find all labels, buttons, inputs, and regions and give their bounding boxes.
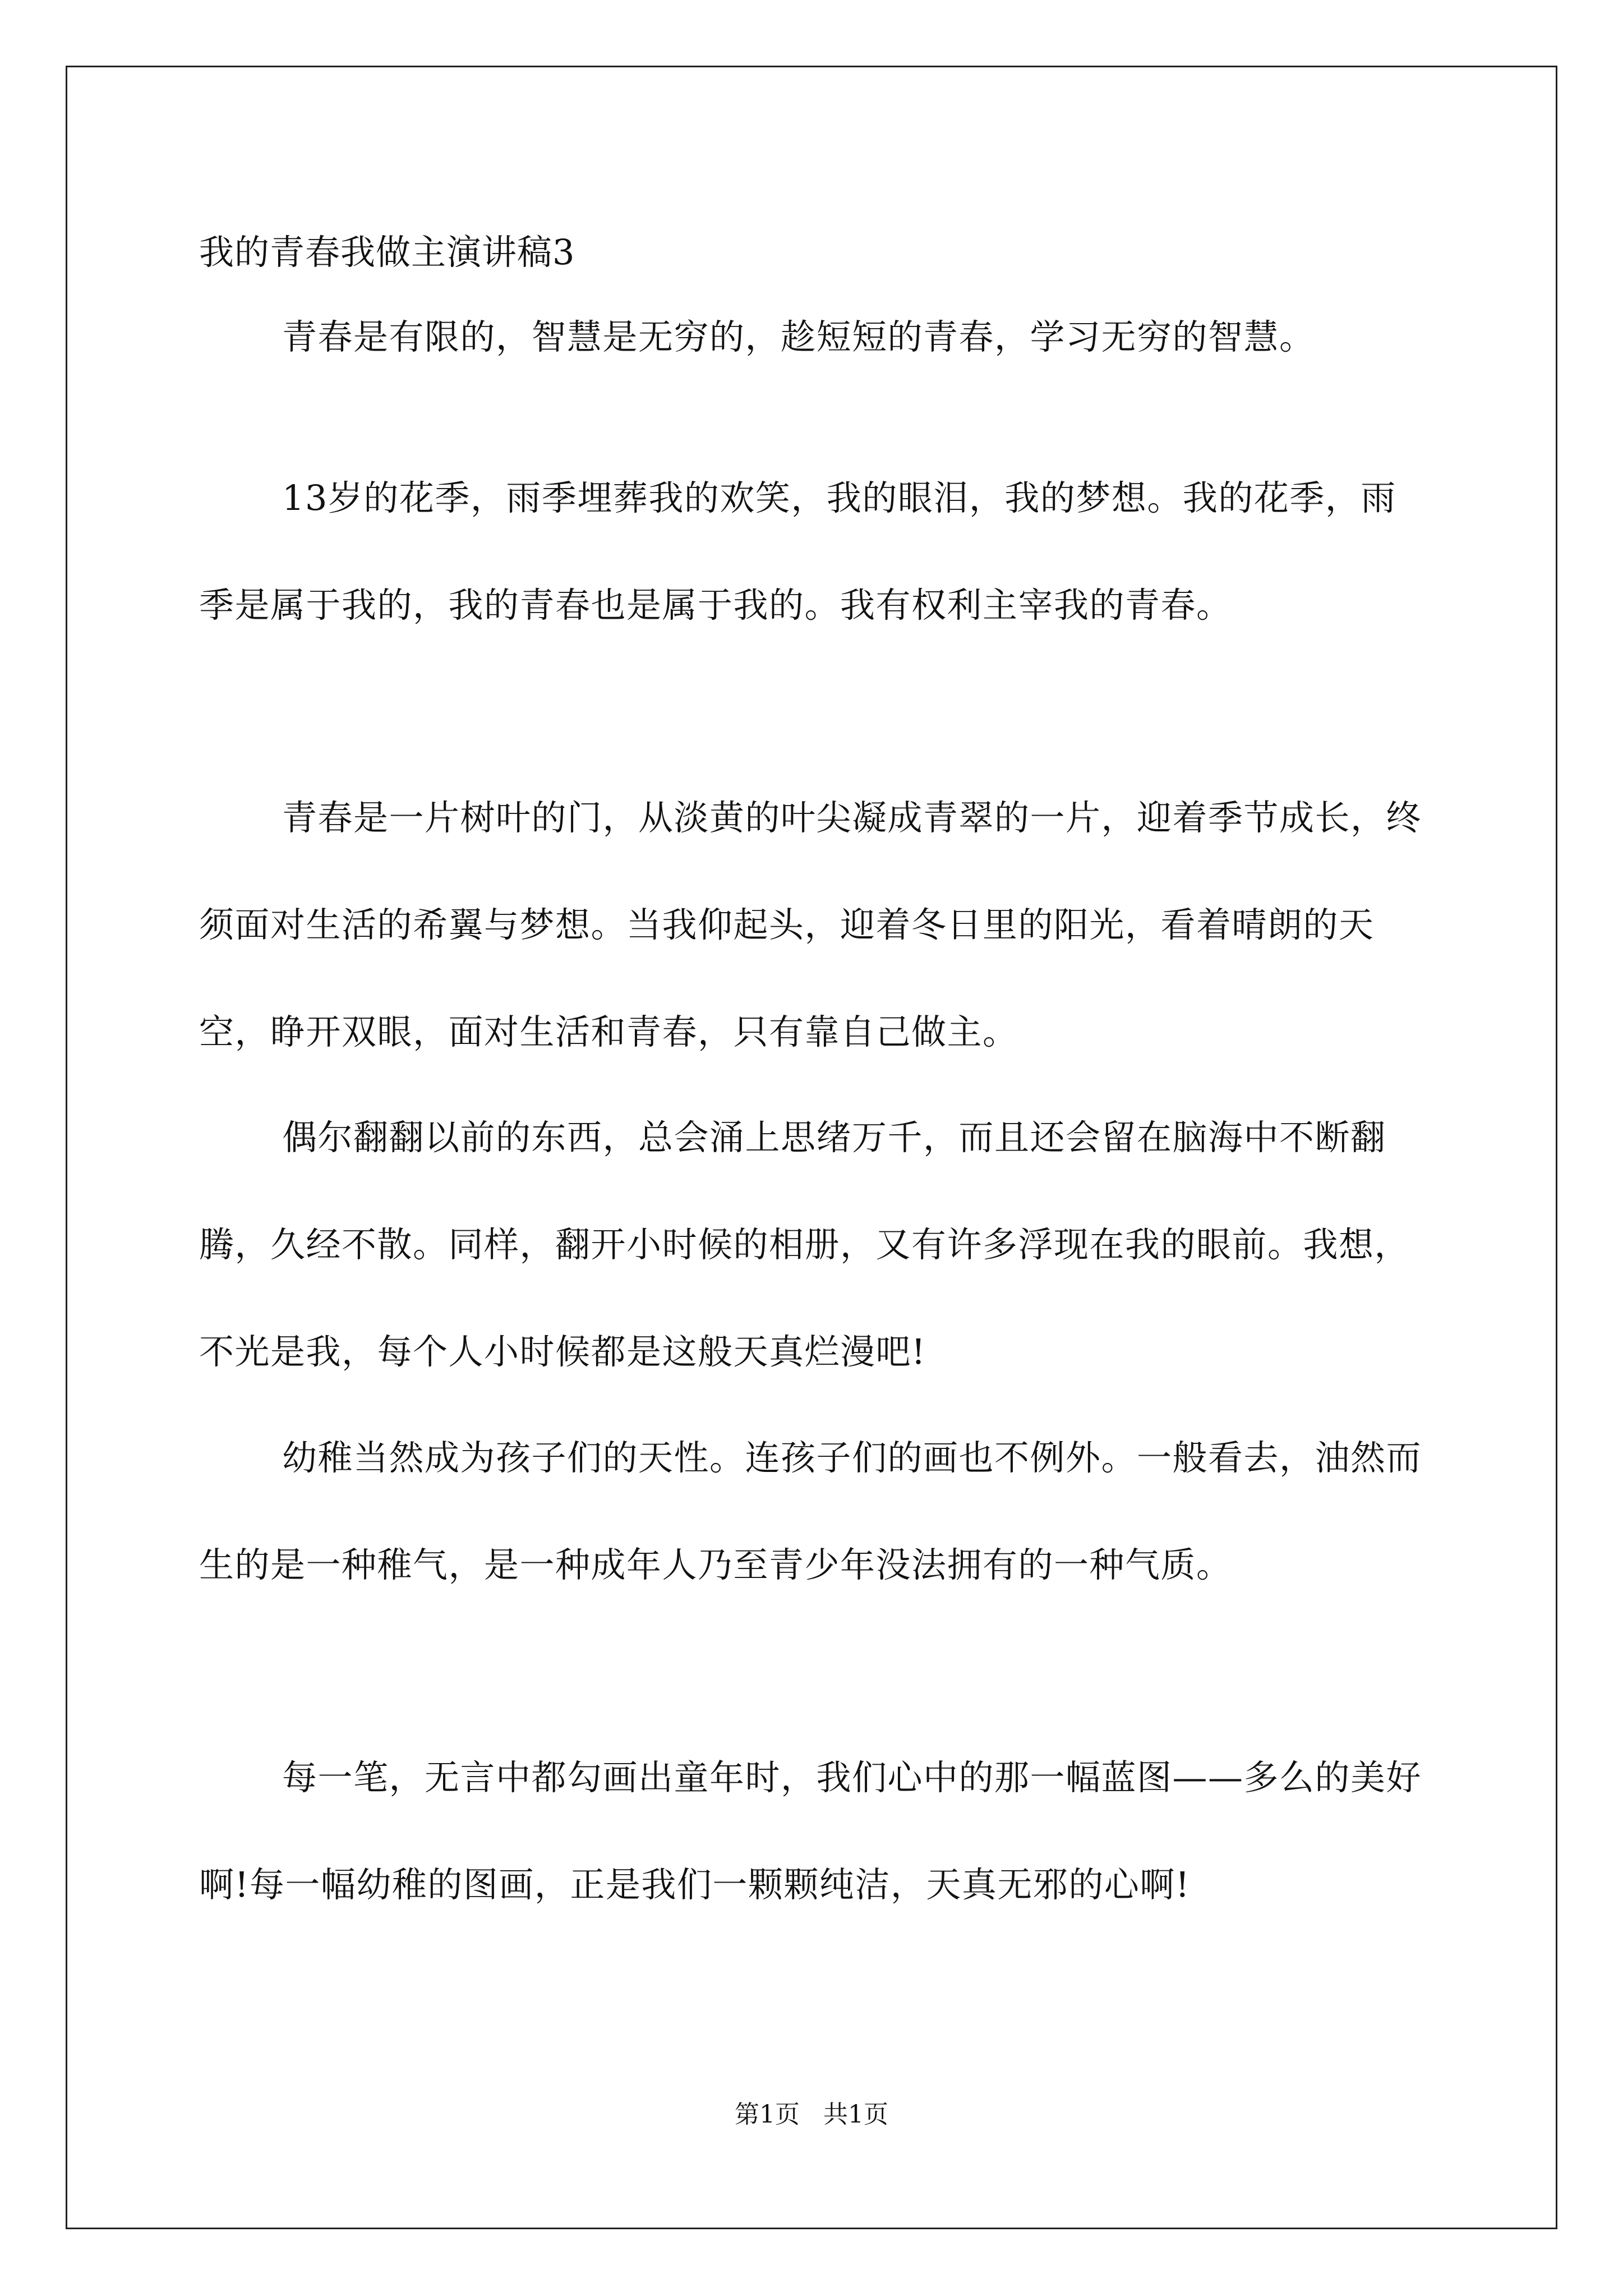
paragraph-1: 青春是有限的，智慧是无穷的，趁短短的青春，学习无穷的智慧。 xyxy=(282,316,1315,357)
paragraph-5: 幼稚当然成为孩子们的天性。连孩子们的画也不例外。一般看去，油然而生的是一种稚气，是一种成年人乃至青少年没法拥有的一种气质。 xyxy=(199,1437,1422,1585)
paragraph-6: 每一笔，无言中都勾画出童年时，我们心中的那一幅蓝图——多么的美好啊!每一幅幼稚的图画，正是我们一颗颗纯洁，天真无邪的心啊! xyxy=(199,1757,1422,1905)
paragraph-4: 偶尔翻翻以前的东西，总会涌上思绪万千，而且还会留在脑海中不断翻腾，久经不散。同样，翻开小时候的相册，又有许多浮现在我的眼前。我想，不光是我，每个人小时候都是这般天真烂漫吧! xyxy=(199,1117,1410,1372)
page-number-footer: 第1页 共1页 xyxy=(735,2100,888,2129)
paragraph-3: 青春是一片树叶的门，从淡黄的叶尖凝成青翠的一片，迎着季节成长，终须面对生活的希翼与梦想。当我仰起头，迎着冬日里的阳光，看着晴朗的天空，睁开双眼，面对生活和青春，只有靠自己做主。 xyxy=(199,797,1422,1052)
document-title: 我的青春我做主演讲稿3 xyxy=(199,232,575,273)
paragraph-2: 13岁的花季，雨季埋葬我的欢笑，我的眼泪，我的梦想。我的花季，雨季是属于我的，我的青春也是属于我的。我有权利主宰我的青春。 xyxy=(199,477,1396,625)
